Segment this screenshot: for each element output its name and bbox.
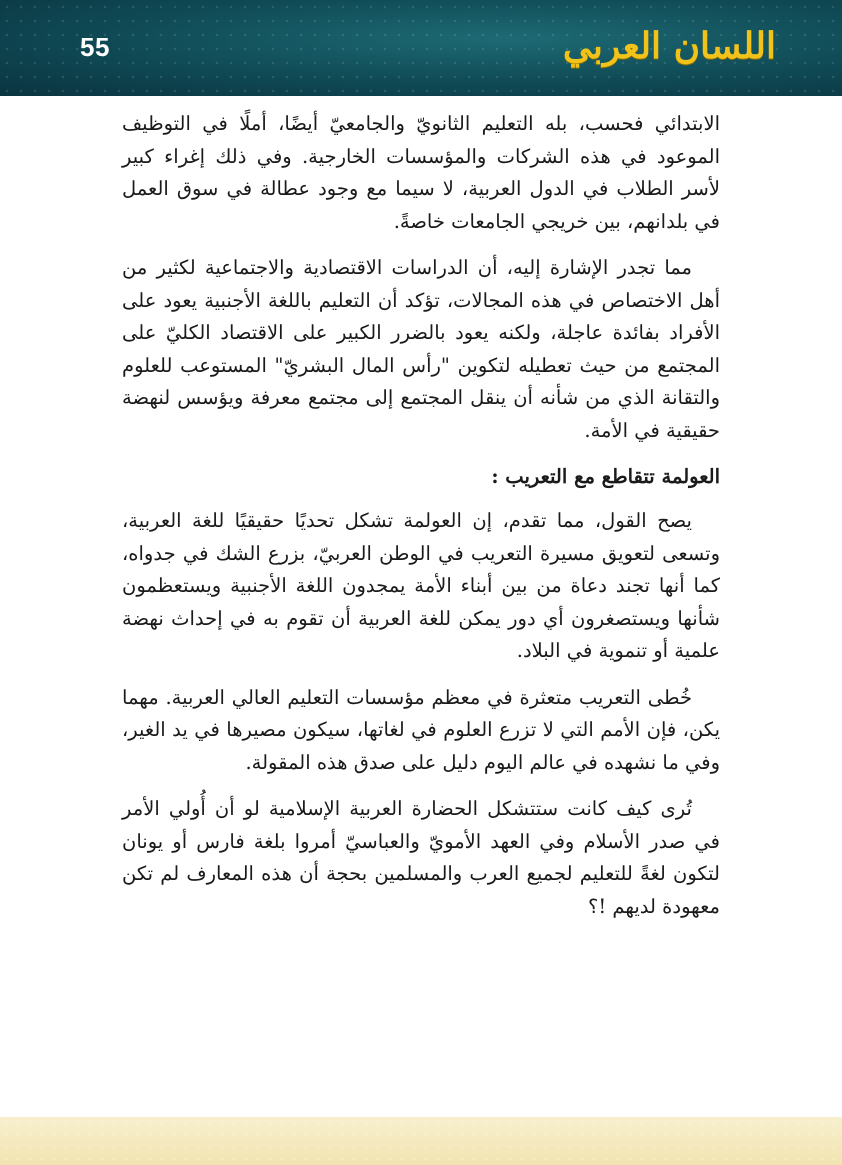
paragraph: تُرى كيف كانت ستتشكل الحضارة العربية الإسلامية لو أن أُولي الأمر في صدر الأسلام وفي العهد الأمويّ والعباسيّ أمروا بلغة فارس أو يونان لتكون لغةً للتعليم لجميع العرب والمسلمين بحجة أن هذه المعارف لم تكن معهودة لديهم !؟ (122, 797, 720, 918)
footer-pattern (0, 1117, 842, 1165)
page-number: 55 (80, 32, 110, 62)
paragraph: يصح القول، مما تقدم، إن العولمة تشكل تحديًا حقيقيًا للغة العربية، وتسعى لتعويق مسيرة التعريب في الوطن العربيّ، بزرع الشك في جدواه، كما أنها تجند دعاة من بين أبناء الأمة يمجدون اللغة الأجنبية ويستعظمون شأنها ويستصغرون أي دور يمكن للغة العربية أن تقوم به في إحداث نهضة علمية أو تنموية في البلاد. (122, 509, 720, 662)
page-footer-band (0, 1117, 842, 1165)
section-heading: العولمة تتقاطع مع التعريب : (491, 465, 720, 488)
journal-logo: اللسان العربي (562, 25, 776, 67)
paragraph: خُطى التعريب متعثرة في معظم مؤسسات التعليم العالي العربية. مهما يكن، فإن الأمم التي لا تزرع العلوم في لغاتها، سيكون مصيرها في يد الغير، وفي ما نشهده في عالم اليوم دليل على صدق هذه المقولة. (122, 685, 720, 774)
article-body (122, 108, 720, 937)
paragraph-continuation: الابتدائي فحسب، بله التعليم الثانويّ والجامعيّ أيضًا، أملًا في التوظيف الموعود في هذه الشركات والمؤسسات الخارجية. وفي ذلك إغراء كبير لأسر الطلاب في الدول العربية، لا سيما مع وجود عطالة في سوق العمل في بلدانهم، بين خريجي الجامعات خاصةً. (122, 112, 720, 233)
page-header (0, 0, 842, 96)
paragraph: مما تجدر الإشارة إليه، أن الدراسات الاقتصادية والاجتماعية لكثير من أهل الاختصاص في هذه المجالات، تؤكد أن التعليم باللغة الأجنبية يعود على الأفراد بفائدة عاجلة، ولكنه يعود بالضرر الكبير على الاقتصاد الكليّ على المجتمع من حيث تعطيله لتكوين "رأس المال البشريّ" المستوعب للعلوم والتقانة الذي من شأنه أن ينقل المجتمع إلى مجتمع معرفة ويؤسس لنهضة حقيقية في الأمة. (122, 256, 720, 442)
